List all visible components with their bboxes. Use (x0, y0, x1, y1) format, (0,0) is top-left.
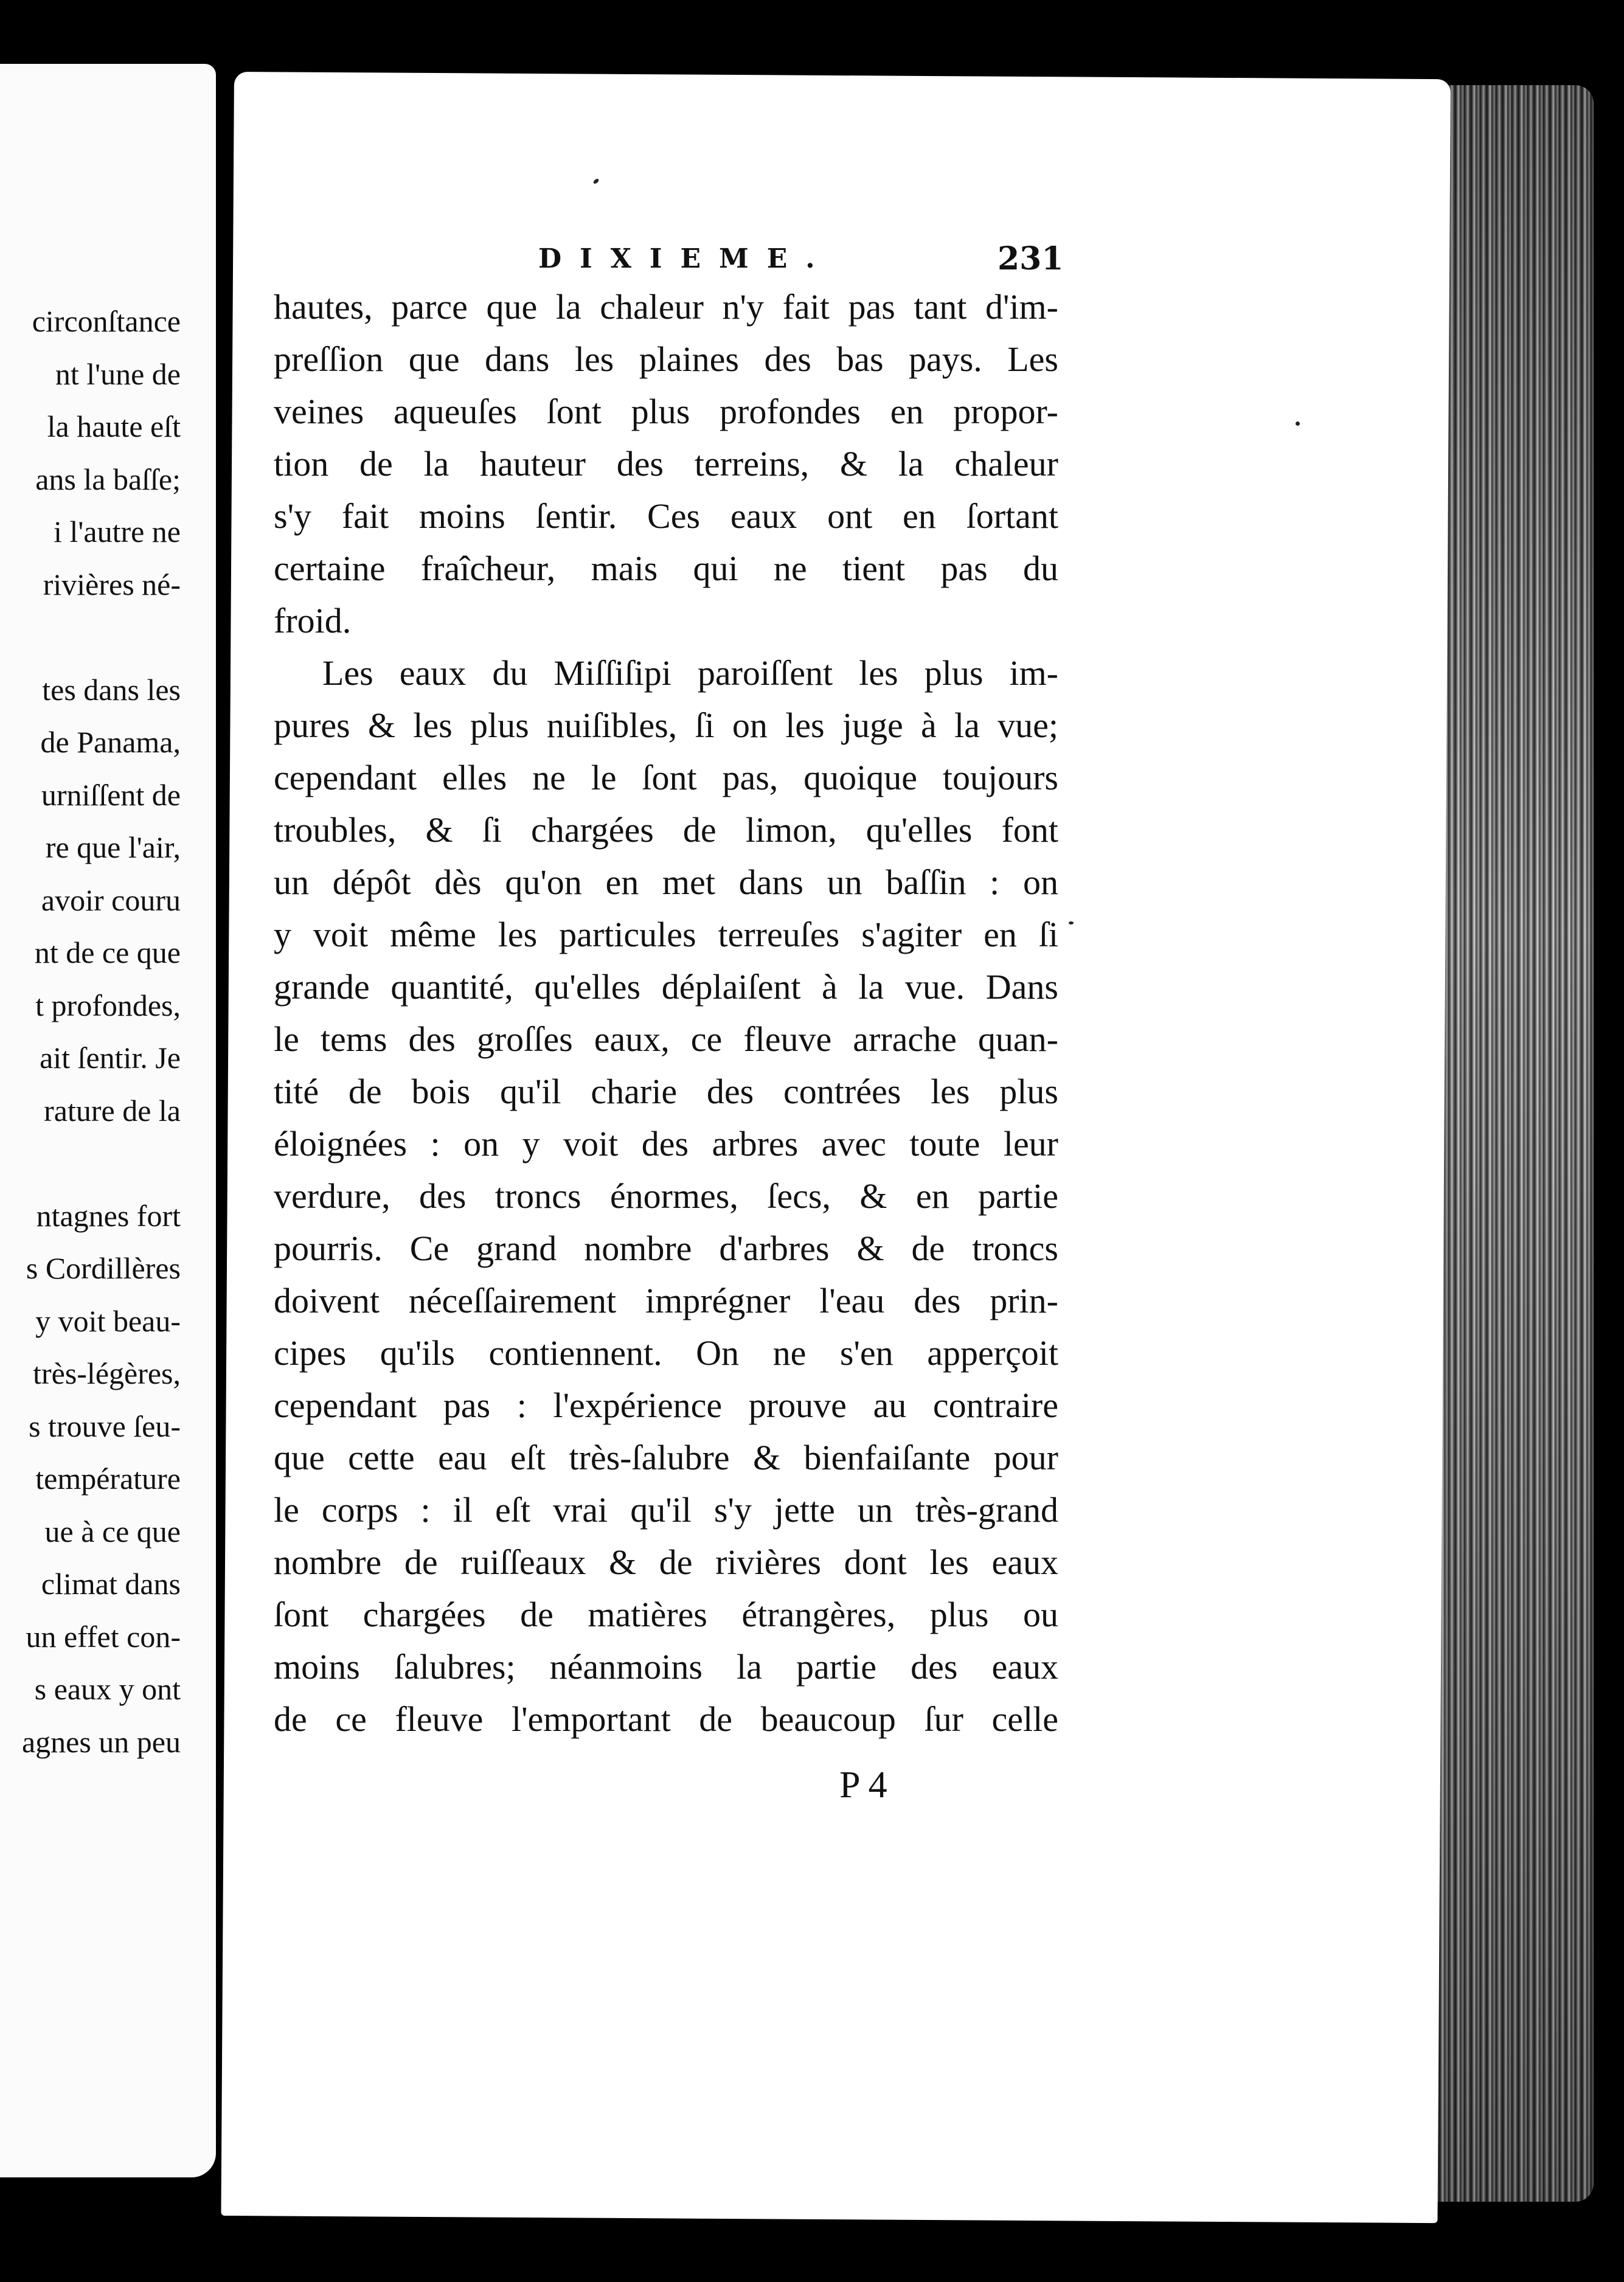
left-page-line: ait ſentir. Je (40, 1041, 181, 1075)
text-line: grande quantité, qu'elles déplaiſent à la vue. Dans (274, 967, 1058, 1007)
page-number: 231 (998, 240, 1064, 277)
text-line: un dépôt dès qu'on en met dans un baſſin : on (274, 862, 1058, 902)
text-line: le corps : il eſt vrai qu'il s'y jette un très-grand (274, 1490, 1058, 1530)
text-line: y voit même les particules terreuſes s'agiter en ſi (274, 915, 1058, 954)
text-line: cependant pas : l'expérience prouve au contraire (274, 1386, 1058, 1425)
left-page-line: y voit beau- (35, 1303, 181, 1338)
left-page-line: nt de ce que (34, 935, 181, 969)
text-line: verdure, des troncs énormes, ſecs, & en partie (274, 1176, 1058, 1216)
text-line: froid. (274, 601, 352, 640)
left-page-line: agnes un peu (21, 1724, 181, 1759)
running-head: DIXIEME. (538, 243, 833, 274)
left-page-line: t profondes, (35, 988, 181, 1022)
signature-mark: P 4 (839, 1764, 887, 1806)
left-page-line: i l'autre ne (54, 515, 181, 549)
text-line: pourris. Ce grand nombre d'arbres & de troncs (274, 1229, 1058, 1268)
text-line: de ce fleuve l'emportant de beaucoup ſur celle (274, 1699, 1058, 1739)
body-text (274, 281, 1058, 1746)
text-line: s'y fait moins ſentir. Ces eaux ont en ſortant (274, 496, 1058, 536)
text-line: nombre de ruiſſeaux & de rivières dont les eaux (274, 1542, 1058, 1582)
left-page-line: circonſtance (32, 304, 181, 338)
left-page-line: avoir couru (41, 883, 181, 917)
left-page-line: urniſſent de (41, 777, 181, 812)
speck (1069, 921, 1074, 924)
text-line: veines aqueuſes ſont plus profondes en propor- (274, 392, 1058, 431)
left-page-gap (0, 611, 210, 664)
left-page-line: température (35, 1462, 181, 1496)
text-line: tion de la hauteur des terreins, & la chaleur (274, 444, 1058, 484)
left-page-line: ans la baſſe; (35, 462, 181, 496)
text-line: ſont chargées de matières étrangères, plus ou (274, 1595, 1058, 1634)
text-line: cependant elles ne le ſont pas, quoique toujours (274, 758, 1058, 797)
left-page-line: la haute eſt (47, 409, 181, 443)
text-line: troubles, & ſi chargées de limon, qu'elles font (274, 810, 1058, 850)
text-line: éloignées : on y voit des arbres avec toute leur (274, 1124, 1058, 1164)
left-page-line: tes dans les (42, 672, 181, 707)
left-page-line: de Panama, (40, 725, 181, 759)
text-line: le tems des groſſes eaux, ce fleuve arrache quan- (274, 1019, 1058, 1059)
text-line: moins ſalubres; néanmoins la partie des eaux (274, 1647, 1058, 1687)
text-line: preſſion que dans les plaines des bas pays. Les (274, 339, 1058, 379)
left-page-line: climat dans (41, 1567, 181, 1601)
text-line: hautes, parce que la chaleur n'y fait pas tant d'im- (274, 287, 1058, 327)
left-page-line: re que l'air, (45, 830, 181, 864)
left-page-line: s Cordillères (26, 1251, 181, 1285)
text-line: certaine fraîcheur, mais qui ne tient pas du (274, 549, 1058, 588)
left-page-text (0, 295, 210, 1768)
left-page-line: rature de la (44, 1093, 181, 1128)
left-page-gap (0, 1137, 210, 1190)
left-page-line: très-légères, (33, 1356, 181, 1390)
text-line: cipes qu'ils contiennent. On ne s'en apperçoit (274, 1333, 1058, 1373)
left-page-line: s trouve ſeu- (29, 1409, 181, 1443)
left-page-line: un effet con- (26, 1619, 181, 1654)
left-page-line: ue à ce que (44, 1514, 181, 1548)
left-page-line: ntagnes fort (36, 1198, 181, 1233)
text-line: que cette eau eſt très-ſalubre & bienfaiſante pour (274, 1438, 1058, 1477)
text-line: tité de bois qu'il charie des contrées les plus (274, 1072, 1058, 1111)
left-page (0, 64, 216, 2177)
left-page-line: rivières né- (43, 567, 181, 602)
text-line: pures & les plus nuiſibles, ſi on les juge à la vue; (274, 706, 1058, 745)
text-line: Les eaux du Miſſiſipi paroiſſent les plus im- (322, 653, 1058, 693)
left-page-line: nt l'une de (55, 356, 181, 391)
text-line: doivent néceſſairement imprégner l'eau des prin- (274, 1281, 1058, 1320)
speck (1296, 421, 1300, 426)
left-page-line: s eaux y ont (34, 1672, 181, 1706)
